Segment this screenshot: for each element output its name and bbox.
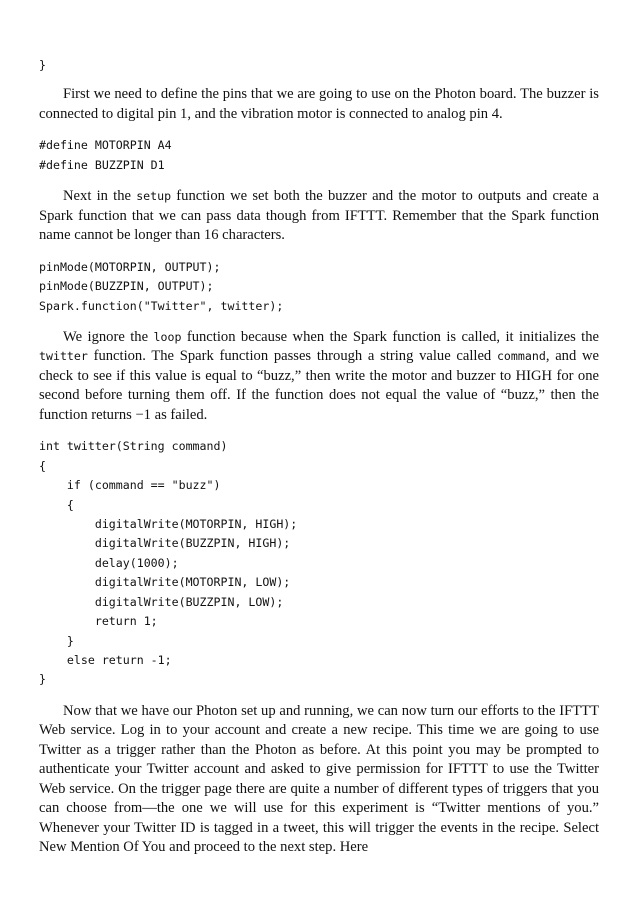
inline-code-command: command <box>496 349 546 364</box>
paragraph-ifttt-setup: Now that we have our Photon set up and running, we can now turn our efforts to the IFTTT Web service. Log in to your account and create a new recipe. This time we are going to use Twitter as a trigger rather than the Photon as before. At this point you may be prompted to authenticate your Twitter account and asked to give permission for IFTTT to use the Twitter Web service. On the trigger page there are quite a number of different types of triggers that you can choose from—the one we will use for this experiment is “Twitter mentions of you.” Whenever your Twitter ID is tagged in a tweet, this will trigger the events in the recipe. Select New Mention Of You and proceed to the next step. Here <box>39 702 599 856</box>
text-run: , and we check to see if this value is equal to “buzz,” then write the motor and buzzer to HIGH for one second before turning them off. If the function does not equal the value of “buzz,” then the function returns −1 as failed. <box>39 348 599 423</box>
inline-code-twitter: twitter <box>39 349 88 364</box>
text-run: function. The Spark function passes through a string value called <box>87 348 497 365</box>
text-run: function because when the Spark function is called, it initializes the <box>181 328 600 345</box>
text-run: Next in the <box>63 188 137 205</box>
text-run: We ignore the <box>63 328 154 345</box>
code-block-twitter-function: int twitter(String command) { if (command == "buzz") { digitalWrite(MOTORPIN, HIGH); digitalWrite(BUZZPIN, HIGH); delay(1000); digitalWrite(MOTORPIN, LOW); digitalWrite(BUZZPIN, LOW); return 1; } else return -1; } <box>39 439 298 687</box>
book-page <box>39 56 599 858</box>
paragraph-setup-function <box>39 187 599 246</box>
code-block-closing-brace: } <box>39 58 46 72</box>
code-block-defines: #define MOTORPIN A4 #define BUZZPIN D1 <box>39 138 172 172</box>
paragraph-define-pins: First we need to define the pins that we are going to use on the Photon board. The buzzer is connected to digital pin 1, and the vibration motor is connected to analog pin 4. <box>39 86 599 122</box>
text-run: function we set both the buzzer and the motor to outputs and create a Spark function that we can pass data though from IFTTT. Remember that the Spark function name cannot be longer than 16 characters. <box>39 188 600 244</box>
code-block-pinmode: pinMode(MOTORPIN, OUTPUT); pinMode(BUZZPIN, OUTPUT); Spark.function("Twitter", twitter); <box>39 259 284 313</box>
inline-code-setup: setup <box>136 189 172 204</box>
inline-code-loop: loop <box>153 329 182 344</box>
paragraph-loop-function <box>39 328 599 426</box>
